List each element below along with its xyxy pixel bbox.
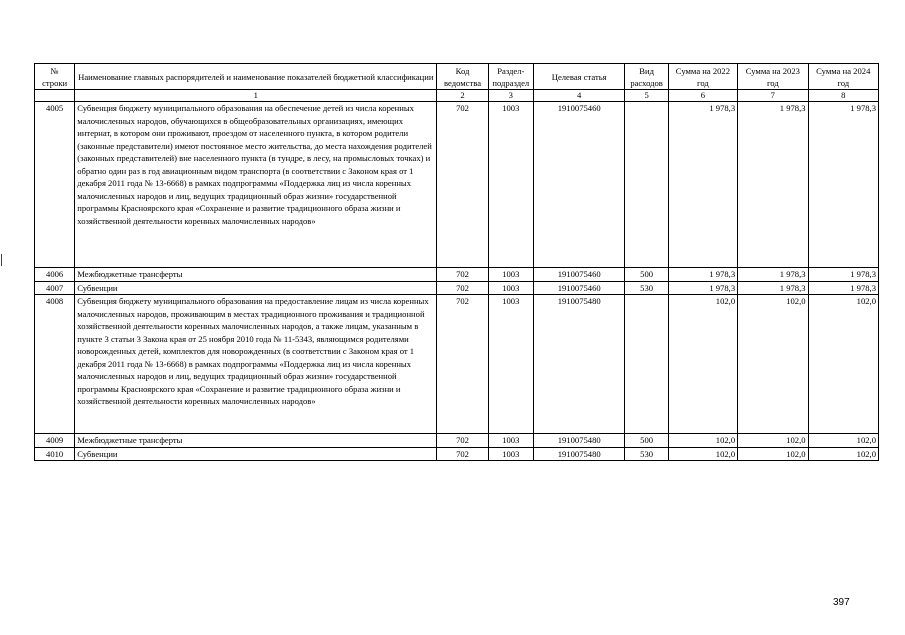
column-number: 2 [437,90,488,102]
ved-code: 702 [437,447,488,461]
row-name: Субвенции [75,447,437,461]
sum-2023: 1 978,3 [738,268,808,282]
target-article: 1910075480 [533,447,625,461]
sum-2022: 1 978,3 [668,281,737,295]
sum-2024: 1 978,3 [808,268,878,282]
razdel-code: 1003 [488,295,533,434]
column-number: 8 [808,90,878,102]
row-number: 4007 [35,281,75,295]
expense-type: 530 [625,447,668,461]
col-header-expense-type: Вид расходов [625,64,668,90]
razdel-code: 1003 [488,434,533,448]
table-row [35,102,879,268]
sum-2022: 102,0 [668,447,737,461]
column-number [35,90,75,102]
sum-2023: 102,0 [738,447,808,461]
column-number: 7 [738,90,808,102]
target-article: 1910075460 [533,281,625,295]
sum-2022: 102,0 [668,295,737,434]
col-header-razdel: Раздел-подраздел [488,64,533,90]
column-number: 4 [533,90,625,102]
ved-code: 702 [437,281,488,295]
ved-code: 702 [437,102,488,268]
header-row [35,64,879,90]
sum-2023: 102,0 [738,434,808,448]
row-number: 4009 [35,434,75,448]
target-article: 1910075460 [533,268,625,282]
sum-2023: 1 978,3 [738,102,808,268]
sum-2022: 102,0 [668,434,737,448]
target-article: 1910075460 [533,102,625,268]
row-name: Субвенция бюджету муниципального образования на предоставление лицам из числа коренных малочисленных народов, проживающим в местах традиционного проживания и традиционной хозяйственной деятельности коренных малочисленных народов, а также лицам, указанным в пункте 3 статьи 3 Закона края от 25 ноября 2010 года № 11-5343, являющимся родителями новорожденных детей, комплектов для новорожденных (в соответствии с Законом края от 1 декабря 2011 года № 13-6668) в рамках подпрограммы «Поддержка лиц из числа коренных малочисленных народов и лиц, ведущих традиционный образ жизни» государственной программы Красноярского края «Сохранение и развитие традиционного образа жизни и хозяйственной деятельности коренных малочисленных народов» [75,295,437,434]
expense-type [625,295,668,434]
sum-2024: 102,0 [808,434,878,448]
col-header-sum-2024: Сумма на 2024 год [808,64,878,90]
column-number-row [35,90,879,102]
razdel-code: 1003 [488,281,533,295]
row-number: 4006 [35,268,75,282]
expense-type: 500 [625,434,668,448]
table-row [35,295,879,434]
expense-type [625,102,668,268]
expense-type: 500 [625,268,668,282]
col-header-sum-2023: Сумма на 2023 год [738,64,808,90]
row-number: 4010 [35,447,75,461]
col-header-row-number: № строки [35,64,75,90]
ved-code: 702 [437,268,488,282]
sum-2023: 1 978,3 [738,281,808,295]
sum-2024: 1 978,3 [808,102,878,268]
sum-2023: 102,0 [738,295,808,434]
row-number: 4008 [35,295,75,434]
ved-code: 702 [437,295,488,434]
row-name: Межбюджетные трансферты [75,434,437,448]
row-name: Субвенция бюджету муниципального образования на обеспечение детей из числа коренных малочисленных народов, обучающихся в общеобразовательных организациях, имеющих интернат, в котором они проживают, проездом от населенного пункта, в котором родители (законные представители) имеют постоянное место жительства, до места нахождения родителей (законных представителей) вне населенного пункта (в тундре, в лесу, на промысловых точках) и обратно один раз в год авиационным видом транспорта (в соответствии с Законом края от 1 декабря 2011 года № 13-6668) в рамках подпрограммы «Поддержка лиц из числа коренных малочисленных народов и лиц, ведущих традиционный образ жизни» государственной программы Красноярского края «Сохранение и развитие традиционного образа жизни и хозяйственной деятельности коренных малочисленных народов» [75,102,437,268]
table-row [35,281,879,295]
sum-2024: 1 978,3 [808,281,878,295]
sum-2024: 102,0 [808,295,878,434]
expense-type: 530 [625,281,668,295]
col-header-ved-code: Код ведомства [437,64,488,90]
razdel-code: 1003 [488,268,533,282]
row-number: 4005 [35,102,75,268]
col-header-name: Наименование главных распорядителей и наименование показателей бюджетной классификации [75,64,437,90]
target-article: 1910075480 [533,434,625,448]
col-header-sum-2022: Сумма на 2022 год [668,64,737,90]
table-row [35,434,879,448]
column-number: 1 [75,90,437,102]
column-number: 3 [488,90,533,102]
budget-table [34,63,879,461]
sum-2022: 1 978,3 [668,268,737,282]
column-number: 5 [625,90,668,102]
target-article: 1910075480 [533,295,625,434]
col-header-target-article: Целевая статья [533,64,625,90]
sum-2024: 102,0 [808,447,878,461]
row-name: Субвенции [75,281,437,295]
margin-mark [1,254,2,266]
table-row [35,268,879,282]
page-number: 397 [833,597,850,608]
row-name: Межбюджетные трансферты [75,268,437,282]
razdel-code: 1003 [488,102,533,268]
razdel-code: 1003 [488,447,533,461]
column-number: 6 [668,90,737,102]
ved-code: 702 [437,434,488,448]
sum-2022: 1 978,3 [668,102,737,268]
table-row [35,447,879,461]
